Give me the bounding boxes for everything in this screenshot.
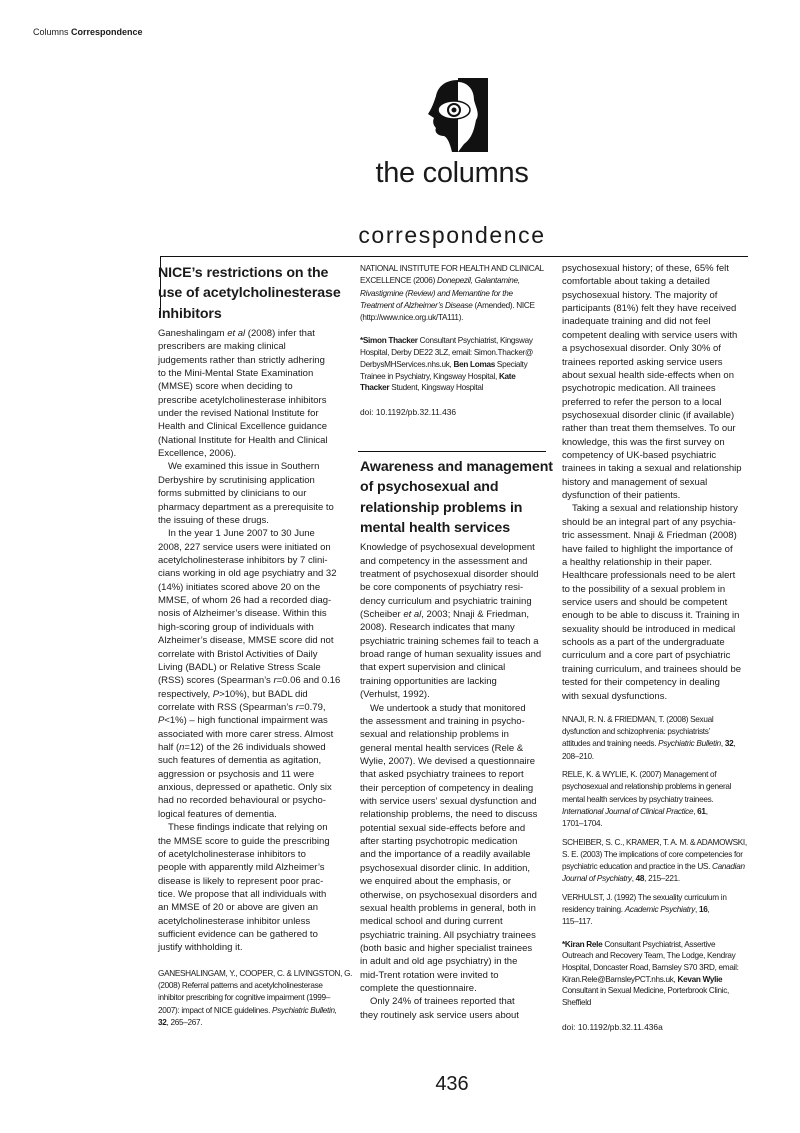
text-line: dency curriculum and psychiatric training <box>360 595 532 607</box>
text-line: Excellence, 2006). <box>158 448 237 460</box>
text-line: prescribe acetylcholinesterase inhibitors <box>158 394 327 406</box>
italic-text: et al <box>403 608 422 620</box>
text-line: and the importance of a readily available <box>360 849 531 861</box>
text-line: training opportunities are lacking <box>360 675 497 687</box>
text-line: mental health services <box>360 519 510 536</box>
text-line: psychosexual disorder clinic (if available) <box>562 409 735 421</box>
text-line: NATIONAL INSTITUTE FOR HEALTH AND CLINICAL <box>360 264 544 273</box>
text: =0.06 and 0.16 <box>276 675 341 687</box>
reference <box>360 263 552 324</box>
text-line: Derbyshire by scrutinising application <box>158 474 315 486</box>
text-line: nosis of Alzheimer’s disease. Within this <box>158 608 327 620</box>
text-line: tice. We propose that all individuals with <box>158 888 327 900</box>
text-line: (14%) initiates scored above 20 on the <box>158 581 321 593</box>
text-line: NNAJI, R. N. & FRIEDMAN, T. (2008) Sexual <box>562 714 714 724</box>
text: psychiatric education and practice in the US. <box>562 862 713 872</box>
text-line: use of acetylcholinesterase <box>158 285 341 302</box>
text-line: correlate with Bristol Activities of Daily <box>158 648 318 660</box>
text-line: psychosexual and relationship problems in general <box>562 782 732 792</box>
text-line: have failed to highlight the importance of <box>562 543 733 555</box>
text-line: dysfunction of their patients. <box>562 490 681 502</box>
text: 2007): impact of NICE guidelines. <box>158 1005 273 1015</box>
italic-text: Psychiatric Bulletin <box>658 739 721 749</box>
article-heading <box>158 263 350 324</box>
italic-text: International Journal of Clinical Practice <box>562 806 694 816</box>
italic-text: Psychiatric Bulletin, <box>272 1005 337 1015</box>
text-line: the MMSE score to guide the prescribing <box>158 835 330 847</box>
text: attitudes and training needs. <box>562 739 659 749</box>
text-line: dysfunction and schizophrenia: psychiatrists’ <box>562 727 711 737</box>
text-line: GANESHALINGAM, Y., COOPER, C. & LIVINGSTON, G. <box>158 968 353 978</box>
text-line: their perception of competency in dealing <box>360 782 534 794</box>
body-paragraph <box>158 460 350 527</box>
text: , <box>693 806 698 816</box>
running-head-section: Columns <box>33 27 69 37</box>
text-line <box>562 939 754 951</box>
body-paragraph <box>562 502 754 702</box>
text-line: mid-Trent rotation were invited to <box>360 969 499 981</box>
text-line: We undertook a study that monitored <box>370 702 526 714</box>
italic-text: r <box>295 701 299 713</box>
text-line: prescribers are making clinical <box>158 341 286 353</box>
text: (RSS) scores (Spearman’s <box>158 675 274 687</box>
text-line: SCHEIBER, S. C., KRAMER, T. A. M. & ADAMOWSKI, <box>562 837 747 847</box>
text: (Amended). NICE <box>472 300 535 310</box>
text-line: sexuality should be introduced in medical <box>562 623 736 635</box>
text: , 215–221. <box>644 874 680 884</box>
author-affiliation <box>360 335 552 394</box>
text-line: sufficient evidence can be gathered to <box>158 929 318 941</box>
text-line: (National Institute for Health and Clinical <box>158 434 328 446</box>
text-line: Awareness and management <box>360 459 553 475</box>
text-line: psychosexual history. The majority of <box>562 289 718 301</box>
text-line <box>360 359 552 371</box>
text: Ganeshalingam <box>158 327 228 339</box>
text: , <box>705 806 708 816</box>
author-affiliation <box>562 939 754 1009</box>
text-line: inhibitor prescribing for cognitive impairment (1999– <box>158 993 331 1003</box>
bold-text: 61 <box>697 806 706 816</box>
text-line: and competency in the assessment and <box>360 555 528 567</box>
text-line <box>360 275 552 287</box>
text-line: people with apparently mild Alzheimer’s <box>158 862 325 874</box>
text: Student, Kingsway Hospital <box>389 383 484 393</box>
reference <box>562 769 754 830</box>
text: Kiran.Rele@BarnsleyPCT.nhs.uk, <box>562 974 678 984</box>
italic-text: P <box>212 688 220 700</box>
text-line: after starting psychotropic medication <box>360 836 518 848</box>
text: , <box>720 739 725 749</box>
text: (Scheiber <box>360 608 404 620</box>
text-line <box>158 1005 350 1017</box>
text-line: Taking a sexual and relationship history <box>572 503 738 515</box>
text-line: broad range of human sexuality issues and <box>360 649 542 661</box>
text-line: psychosexual history; of these, 65% felt <box>562 263 729 274</box>
column-3 <box>562 262 754 1033</box>
text: Trainee in Psychiatry, Kingsway Hospital, <box>360 371 499 381</box>
text: residency training. <box>562 905 625 915</box>
text-line: doi: 10.1192/pb.32.11.436a <box>562 1021 663 1032</box>
text-line: MMSE, of whom 26 had a recorded diag- <box>158 595 332 607</box>
italic-text: n <box>179 742 185 754</box>
text-line: psychotropic medication. All trainees <box>562 383 716 395</box>
text-line: Alzheimer’s disease, MMSE score did not <box>158 635 334 647</box>
bold-text: 32 <box>724 739 734 749</box>
text-line <box>360 335 552 347</box>
text: <1%) – high functional impairment was <box>164 715 328 727</box>
text: correlate with RSS (Spearman’s <box>158 701 296 713</box>
text-line: psychosexual disorder clinic. In addition, <box>360 862 531 874</box>
text: respectively, <box>158 688 213 700</box>
text-line: 2008, 227 service users were initiated on <box>158 541 331 553</box>
text-line: In the year 1 June 2007 to 30 June <box>168 528 315 540</box>
text-line: history and management of sexual <box>562 476 708 488</box>
text-line: (Verhulst, 1992). <box>360 689 430 701</box>
text-line: logical features of dementia. <box>158 808 277 820</box>
text-line: tric assessment. Nnaji & Friedman (2008) <box>562 530 737 542</box>
body-paragraph <box>562 262 754 502</box>
body-paragraph <box>158 327 350 461</box>
text-line: they routinely ask service users about <box>360 1009 519 1021</box>
text-line: Hospital, Derby DE22 3LZ, email: Simon.Thacker@ <box>360 348 534 358</box>
text-line: judgements rather than strictly adhering <box>158 354 325 366</box>
text-line: Healthcare professionals need to be alert <box>562 570 736 582</box>
text-line <box>158 674 350 687</box>
text: EXCELLENCE (2006) <box>360 276 437 286</box>
italic-text: r <box>273 675 277 687</box>
text-line: rather than treat them themselves. To our <box>562 423 736 435</box>
bold-text: Ben Lomas <box>453 359 495 369</box>
text-line: complete the questionnaire. <box>360 983 477 995</box>
text-line: 1701–1704. <box>562 819 603 829</box>
text-line: the issuing of these drugs. <box>158 514 269 526</box>
text-line: curriculum and a core part of psychiatric <box>562 650 731 662</box>
text-line: acetylcholinesterase inhibitors by 7 clini- <box>158 555 328 566</box>
text-line: in adult and old age psychiatry) in the <box>360 956 518 968</box>
text-line: treatment of psychosexual disorder should <box>360 568 539 580</box>
text: , <box>631 874 636 884</box>
italic-text: P <box>158 715 165 727</box>
text-line: forms submitted by clinicians to our <box>158 488 307 500</box>
text-line: Living (BADL) or Relative Stress Scale <box>158 661 321 673</box>
text: Consultant Psychiatrist, Kingsway <box>417 336 533 346</box>
body-paragraph <box>158 821 350 955</box>
text-line: psychiatric training. All psychiatry trainees <box>360 929 536 941</box>
text-line: S. E. (2003) The implications of core competencies for <box>562 849 743 859</box>
text: , <box>733 739 736 749</box>
text-line: participants (81%) felt they have received <box>562 303 737 315</box>
text-line: relationship problems, the need to discuss <box>360 809 538 821</box>
text-line: trainees in taking a sexual and relationship <box>562 463 742 475</box>
text-line <box>360 382 552 394</box>
italic-text: Rivastigmine (Review) and Memantine for the <box>360 288 513 298</box>
running-head-title: Correspondence <box>71 27 143 37</box>
text-line: of acetylcholinesterase inhibitors to <box>158 848 306 860</box>
body-paragraph <box>158 527 350 821</box>
text-line: NICE’s restrictions on the <box>158 265 329 281</box>
profile-eye-logo <box>424 78 490 152</box>
text-line: doi: 10.1192/pb.32.11.436 <box>360 407 457 417</box>
text-line: justify withholding it. <box>158 942 243 954</box>
text-line: we enquired about the emphasis, or <box>360 876 512 888</box>
body-paragraph <box>360 702 552 996</box>
reference <box>562 837 754 886</box>
text-line: Health and Clinical Excellence guidance <box>158 421 327 433</box>
text: (2008) infer that <box>245 327 315 339</box>
text-line: (2008) Referral patterns and acetylcholinesterase <box>158 981 323 991</box>
text-line: to the Mini-Mental State Examination <box>158 367 314 379</box>
text-line <box>158 327 350 340</box>
text-line: schools as a part of the undergraduate <box>562 637 725 649</box>
text-line: be core components of psychiatry resi- <box>360 582 524 594</box>
text-line: had no recorded behavioural or psycho- <box>158 795 326 807</box>
text-line: the assessment and training in psycho- <box>360 715 525 727</box>
bold-text: 48 <box>635 874 645 884</box>
running-head <box>33 27 143 37</box>
top-rule <box>160 256 748 257</box>
article-heading <box>360 457 552 538</box>
text-line: Outreach and Recovery Team, The Lodge, Kendray <box>562 951 736 961</box>
text-line: such features of dementia as agitation, <box>158 755 322 767</box>
text: =0.79, <box>298 701 326 713</box>
body-paragraph <box>360 541 552 701</box>
text-line: of psychosexual and <box>360 479 499 496</box>
italic-text: Academic Psychiatry <box>624 905 696 915</box>
text-line <box>158 701 350 714</box>
text-line <box>562 806 754 818</box>
bold-text: Kate <box>498 371 516 381</box>
text-line: Wylie, 2007). We devised a questionnaire <box>360 755 536 767</box>
text-line: Knowledge of psychosexual development <box>360 542 535 554</box>
text-line: psychiatric training schemes fail to teach a <box>360 635 539 647</box>
text-line: Sheffield <box>562 998 592 1008</box>
text: >10%), but BADL did <box>219 688 308 700</box>
column-2 <box>360 263 552 1022</box>
text-line: an MMSE of 20 or above are given an <box>158 902 319 914</box>
bold-text: Kevan Wylie <box>677 974 723 984</box>
text-line: inadequate training and did not feel <box>562 316 711 328</box>
text-line: cians working in old age psychiatry and 32 <box>158 568 337 580</box>
text-line <box>158 741 350 754</box>
text-line: competency of UK-based psychiatric <box>562 450 717 462</box>
text-line <box>562 974 754 986</box>
text-line: anxious, depressed or apathetic. Only six <box>158 782 332 794</box>
reference <box>562 714 754 763</box>
bold-text: 16 <box>698 905 708 915</box>
text-line: service users and should be competent <box>562 596 728 608</box>
text-line <box>562 904 754 916</box>
text-line: otherwise, on psychosexual disorders and <box>360 889 537 901</box>
section-title: the columns <box>375 157 529 189</box>
text-line: enough to be able to discuss it. Training in <box>562 610 740 622</box>
text-line: comfortable about taking a detailed <box>562 276 710 288</box>
doi <box>562 1021 754 1033</box>
reference <box>158 968 353 1029</box>
reference <box>562 892 754 929</box>
text-line: (both basic and higher specialist trainees <box>360 942 533 954</box>
text-line: (http://www.nice.org.uk/TA111). <box>360 313 464 323</box>
text-line: pharmacy department as a prerequisite to <box>158 501 334 513</box>
page-number: 436 <box>435 1073 469 1095</box>
column-1 <box>158 263 353 1029</box>
text: =12) of the 26 individuals showed <box>184 742 326 754</box>
text-line: 2008). Research indicates that many <box>360 622 515 634</box>
text-line: mental health services by psychiatry trainees. <box>562 794 714 804</box>
text: , 265–267. <box>166 1017 203 1027</box>
italic-text: et al <box>227 327 246 339</box>
text-line <box>158 714 350 727</box>
text-line: relationship problems in <box>360 499 523 516</box>
text-line: about sexual health side-effects when on <box>562 369 734 381</box>
text-line: 208–210. <box>562 751 594 761</box>
bold-text: 32 <box>158 1017 167 1027</box>
text-line: These findings indicate that relying on <box>168 822 328 834</box>
text-line: that expert supervision and clinical <box>360 662 506 674</box>
text-line: Consultant in Sexual Medicine, Porterbrook Clinic, <box>562 986 730 996</box>
text-line <box>158 1017 350 1029</box>
text-line: that asked psychiatry trainees to report <box>360 769 524 781</box>
text-line: RELE, K. & WYLIE, K. (2007) Management of <box>562 770 717 780</box>
text-line: We examined this issue in Southern <box>168 461 320 473</box>
text: , <box>695 905 699 915</box>
text-line: competent dealing with service users with <box>562 329 738 341</box>
text-line: under the revised National Institute for <box>158 408 319 420</box>
text-line: 115–117. <box>562 917 593 927</box>
text-line: knowledge, this was the first survey on <box>562 436 725 448</box>
text-line: medical school and during current <box>360 916 503 928</box>
text-line: tested for their competency in dealing <box>562 677 720 689</box>
text-line: should be an integral part of any psychia- <box>562 516 736 528</box>
bold-text: Thacker <box>360 383 390 393</box>
text-line: aggression or psychosis and 11 were <box>158 768 315 780</box>
bold-text: *Simon Thacker <box>360 336 418 346</box>
text-line: to the possibility of a sexual problem in <box>562 583 726 595</box>
text-line: with sexual dysfunctions. <box>562 690 668 702</box>
text-line <box>360 608 552 621</box>
text-line: Only 24% of trainees reported that <box>370 996 515 1008</box>
text-line: trainees reported asking service users <box>562 356 723 368</box>
doi <box>360 406 552 418</box>
text-line <box>360 371 552 383</box>
text-line: a healthy relationship in their paper. <box>562 556 712 568</box>
text-line: with service users’ sexual dysfunction and <box>360 796 537 808</box>
text-line: a psychosexual disorder. Only 30% of <box>562 343 721 355</box>
italic-text: Treatment of Alzheimer’s Disease <box>360 300 473 310</box>
bold-text: *Kiran Rele <box>562 939 603 949</box>
text-line <box>562 738 754 750</box>
italic-text: Journal of Psychiatry <box>562 874 632 884</box>
text-line <box>360 288 552 300</box>
text-line: disease is likely to represent poor prac- <box>158 875 324 887</box>
text-line: VERHULST, J. (1992) The sexuality curriculum in <box>562 892 727 902</box>
text-line: (MMSE) score when deciding to <box>158 381 293 393</box>
text-line: potential sexual side-effects before and <box>360 822 526 834</box>
text-line: sexual and relationship problems in <box>360 729 509 741</box>
section-subtitle: correspondence <box>358 222 546 248</box>
text-line <box>562 873 754 885</box>
text: Consultant Psychiatrist, Assertive <box>602 939 716 949</box>
text-line <box>360 300 552 312</box>
text: DerbysMHServices.nhs.uk, <box>360 359 454 369</box>
text: half ( <box>158 742 180 754</box>
text-line: general mental health services (Rele & <box>360 742 524 754</box>
text: , <box>707 905 710 915</box>
text-line <box>562 861 754 873</box>
text-line: high-scoring group of individuals with <box>158 621 314 633</box>
text-line: Hospital, Doncaster Road, Barnsley S70 3RD, email: <box>562 963 739 973</box>
text: Specialty <box>494 359 528 369</box>
italic-text: Donepezil, Galantamine, <box>436 276 520 286</box>
text-line: sexual health problems in general, both in <box>360 902 536 914</box>
text-line: preferred to refer the person to a local <box>562 396 722 408</box>
text-line: acetylcholinesterase inhibitor unless <box>158 915 311 927</box>
text: , 2003; Nnaji & Friedman, <box>421 608 530 620</box>
text-line: training curriculum, and trainees should be <box>562 663 742 675</box>
text-line <box>158 688 350 701</box>
text-line: inhibitors <box>158 305 222 322</box>
body-paragraph <box>360 995 552 1022</box>
text-line: associated with more carer stress. Almost <box>158 728 334 740</box>
italic-text: Canadian <box>712 862 745 872</box>
